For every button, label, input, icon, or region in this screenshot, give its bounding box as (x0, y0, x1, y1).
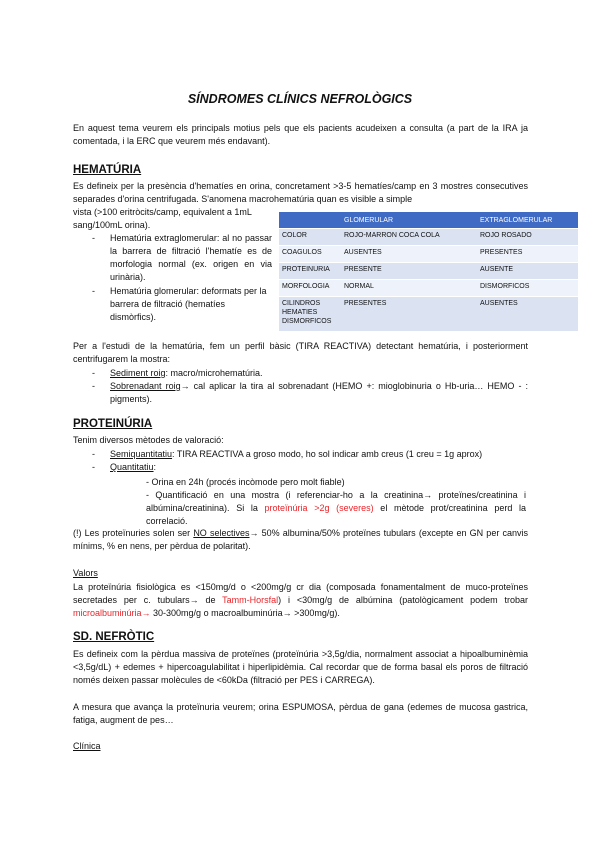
bullet-dash: - (92, 368, 95, 378)
bullet-glomerular: Hematúria glomerular: deformats per la barrera de filtració (hematíes dismòrfics). (110, 286, 267, 322)
table-cell: CILINDROS HEMATIES DISMORFICOS (279, 297, 341, 332)
table-header-cell: GLOMERULAR (341, 212, 477, 229)
table-row (279, 263, 578, 280)
hematuria-heading: HEMATÚRIA (73, 164, 142, 176)
table-row (279, 246, 578, 263)
hematuria-definition: Es defineix per la presència d'hematíes en orina, concretament >3-5 hematíes/camp en 3 mostres consecutives separades d'orina centrifugada. S'anomena macrohematúria quan es visible a simple (73, 181, 528, 204)
quant-item-mostra (146, 489, 526, 528)
table-cell: PRESENTES (477, 246, 578, 263)
sobrenadant-text: → cal aplicar la tira al sobrenadant (HEMO +: mioglobinuria o Hb-uria… HEMO - : pigments). (110, 381, 528, 404)
nefrotic-definition: Es defineix com la pèrdua massiva de proteïnes (proteïnúria >3,5g/dia, normalment associat a hipoalbuminèmia <3,5g/dL) + edemes + hipercoagulabilitat i hiperlipidèmia. Cal recordar que de forma basal els poros de filtració només deixen passar molècules de <60kDa (filtració per PES i CARREGA). (73, 649, 528, 685)
table-cell: NORMAL (341, 280, 477, 297)
table-header-cell (279, 212, 341, 229)
bullet-dash: - (92, 449, 95, 459)
bullet-dash: - (92, 233, 95, 243)
valors-paragraph (73, 581, 528, 620)
semiquantitatiu-text: : TIRA REACTIVA a groso modo, ho sol indicar amb creus (1 creu = 1g aprox) (172, 449, 483, 459)
bullet-extraglomerular: Hematúria extraglomerular: al no passar la barrera de filtració l'hematíe es de morfologia normal (ex. origen en via urinària). (110, 233, 272, 282)
quantitatiu-colon: : (153, 462, 157, 472)
table-cell: AUSENTES (341, 246, 477, 263)
mostra-highlight: proteïnúria >2g (severes) (264, 503, 374, 513)
hematuria-comparison-table (279, 212, 578, 331)
valors-text-mid: ) i <30mg/g de albúmina (patològicament podem trobar (278, 595, 528, 605)
sobrenadant-label: Sobrenadant roig (110, 381, 181, 391)
proteinuria-heading: PROTEINÚRIA (73, 418, 153, 430)
valors-text-end: 30-300mg/g o macroalbuminúria→ >300mg/g). (150, 608, 340, 618)
table-cell: ROJO ROSADO (477, 229, 578, 246)
table-cell: DISMORFICOS (477, 280, 578, 297)
intro-paragraph: En aquest tema veurem els principals motius pels que els pacients acudeixen a consulta (a part de la IRA ja comentada, i la ERC que veurem més endavant). (73, 123, 528, 146)
table-row (279, 280, 578, 297)
note-text-end: → 50% albumina/50% proteïnes tubulars (excepte en GN per canvis mínims, % en nens, per pèrdua de polaritat). (73, 528, 528, 551)
semiquantitatiu-label: Semiquantitatiu (110, 449, 173, 459)
table-cell: ROJO-MARRON COCA COLA (341, 229, 477, 246)
table-cell: COLOR (279, 229, 341, 246)
valors-subheading: Valors (73, 568, 98, 578)
proteinuria-lead: Tenim diversos mètodes de valoració: (73, 435, 224, 445)
table-header-cell: EXTRAGLOMERULAR (477, 212, 578, 229)
mostra-text: - Quantificació en una mostra (i referenciar-ho a la creatinina→ proteïnes/creatinina i albúmina/creatinina). Si la (146, 490, 526, 513)
table-cell: PRESENTE (341, 263, 477, 280)
table-cell: PROTEINURIA (279, 263, 341, 280)
hematuria-study-paragraph: Per a l'estudi de la hematúria, fem un perfil bàsic (TIRA REACTIVA) detectant hematúria, i posteriorment centrifugarem la mostra: (73, 341, 528, 364)
quantitatiu-label: Quantitatiu (110, 462, 154, 472)
valors-highlight-tamm: Tamm-Horsfal (222, 595, 279, 605)
sediment-text: : macro/microhematúria. (165, 368, 263, 378)
bullet-quantitatiu (110, 461, 156, 474)
bullet-dash: - (92, 381, 95, 391)
bullet-sobrenadant (110, 380, 528, 406)
table-cell: AUSENTES (477, 297, 578, 332)
valors-text: La proteïnúria fisiològica es <150mg/d o <200mg/g cr dia (composada fonamentalment de muco-proteïnes secretades per c. tubulars→ de (73, 582, 528, 605)
sediment-label: Sediment roig (110, 368, 166, 378)
mostra-text-end: el mètode prot/creatinina perd la correlació. (146, 503, 527, 526)
quant-item-24h: - Orina en 24h (procés incòmode pero molt fiable) (146, 477, 345, 487)
page-title: SÍNDROMES CLÍNICS NEFROLÒGICS (187, 92, 413, 106)
note-underlined: NO selectives (193, 528, 250, 538)
nefrotic-heading: SD. NEFRÒTIC (73, 631, 155, 643)
table-cell: AUSENTE (477, 263, 578, 280)
proteinuria-selectivity-note (73, 527, 528, 553)
note-text: (!) Les proteïnuries solen ser (73, 528, 194, 538)
table-header-row (279, 212, 578, 229)
clinica-subheading: Clínica (73, 741, 101, 751)
bullet-dash: - (92, 286, 95, 296)
hematuria-macro-text: vista (>100 eritròcits/camp, equivalent a 1mL sang/100mL orina). (73, 207, 252, 230)
bullet-semiquantitatiu (110, 448, 530, 461)
bullet-dash: - (92, 462, 95, 472)
table-cell: PRESENTES (341, 297, 477, 332)
valors-highlight-micro: microalbuminúria→ (73, 608, 151, 618)
table-row (279, 229, 578, 246)
table-cell: MORFOLOGIA (279, 280, 341, 297)
bullet-sediment (110, 367, 530, 380)
nefrotic-progression: A mesura que avança la proteïnuria veurem; orina ESPUMOSA, pèrdua de gana (edemes de mucosa gastrica, fatiga, augment de pes… (73, 702, 528, 725)
table-cell: COAGULOS (279, 246, 341, 263)
table-row (279, 297, 578, 332)
